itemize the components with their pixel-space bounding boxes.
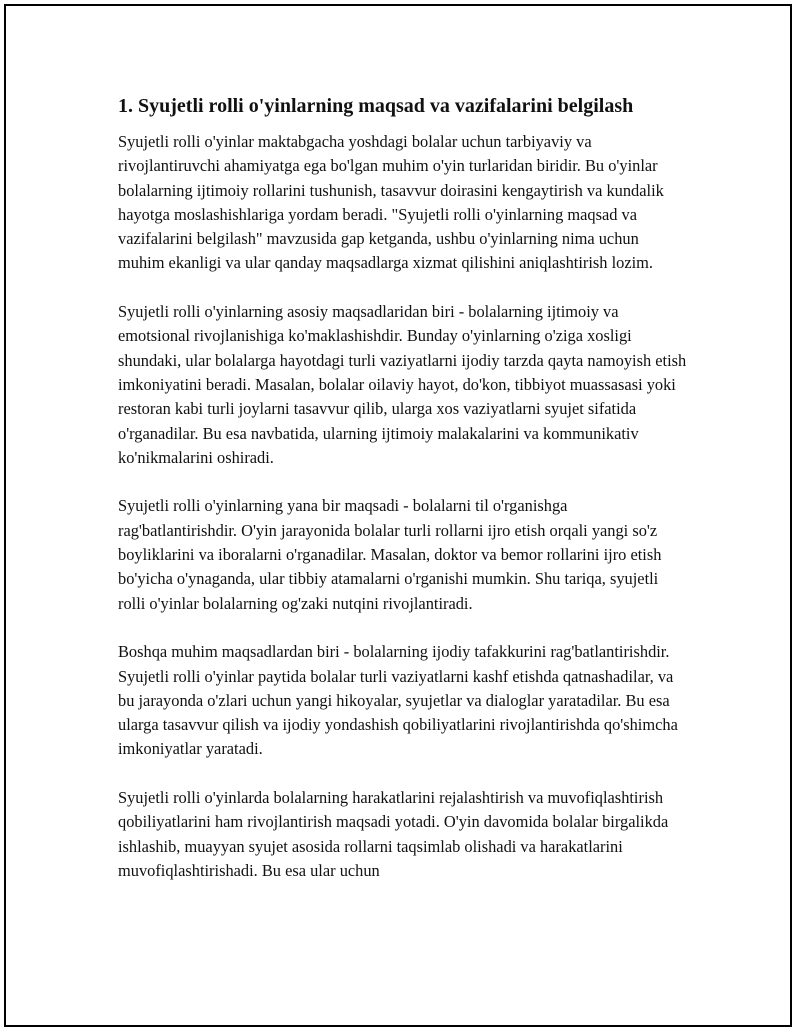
paragraph-1: Syujetli rolli o'yinlar maktabgacha yoshdagi bolalar uchun tarbiyaviy va rivojlantiruvchi ahamiyatga ega bo'lgan muhim o'yin turlaridan biridir. Bu o'yinlar bolalarning ijtimoiy rollarini tushunish, tasavvur doirasini kengaytirish va kundalik hayotga moslashishlariga yordam beradi. "Syujetli rolli o'yinlarning maqsad va vazifalarini belgilash" mavzusida gap ketganda, ushbu o'yinlarning nima uchun muhim ekanligi va ular qanday maqsadlarga xizmat qilishini aniqlashtirish lozim. xyxy=(118,132,664,273)
paragraph-3: Syujetli rolli o'yinlarning yana bir maqsadi - bolalarni til o'rganishga rag'batlantirishdir. O'yin jarayonida bolalar turli rollarni ijro etish orqali yangi so'z boyliklarini va iboralarni o'rganadilar. Masalan, doktor va bemor rollarini ijro etish bo'yicha o'ynaganda, ular tibbiy atamalarni o'rganishi mumkin. Shu tariqa, syujetli rolli o'yinlar bolalarning og'zaki nutqini rivojlantiradi. xyxy=(118,496,662,613)
section-heading: 1. Syujetli rolli o'yinlarning maqsad va vazifalarini belgilash xyxy=(118,95,634,117)
paragraph-5: Syujetli rolli o'yinlarda bolalarning harakatlarini rejalashtirish va muvofiqlashtirish qobiliyatlarini ham rivojlantirish maqsadi yotadi. O'yin davomida bolalar birgalikda ishlashib, muayyan syujet asosida rollarni taqsimlab olishadi va harakatlarini muvofiqlashtirishadi. Bu esa ular uchun xyxy=(118,788,669,880)
paragraph-4: Boshqa muhim maqsadlardan biri - bolalarning ijodiy tafakkurini rag'batlantirishdir. Syujetli rolli o'yinlar paytida bolalar turli vaziyatlarni kashf etishda qatnashadilar, va bu jarayonda o'zlari uchun yangi hikoyalar, syujetlar va dialoglar yaratadilar. Bu esa ularga tasavvur qilish va ijodiy yondashish qobiliyatlarini rivojlantirishda qo'shimcha imkoniyatlar yaratadi. xyxy=(118,642,678,759)
paragraph-2: Syujetli rolli o'yinlarning asosiy maqsadlaridan biri - bolalarning ijtimoiy va emotsional rivojlanishiga ko'maklashishdir. Bunday o'yinlarning o'ziga xosligi shundaki, ular bolalarga hayotdagi turli vaziyatlarni ijodiy tarzda qayta namoyish etish imkoniyatini beradi. Masalan, bolalar oilaviy hayot, do'kon, tibbiyot muassasasi yoki restoran kabi turli joylarni tasavvur qilib, ularga xos vaziyatlarni syujet sifatida o'rganadilar. Bu esa navbatida, ularning ijtimoiy malakalarini va kommunikativ ko'nikmalarini oshiradi. xyxy=(118,302,687,467)
document-body xyxy=(118,92,688,908)
